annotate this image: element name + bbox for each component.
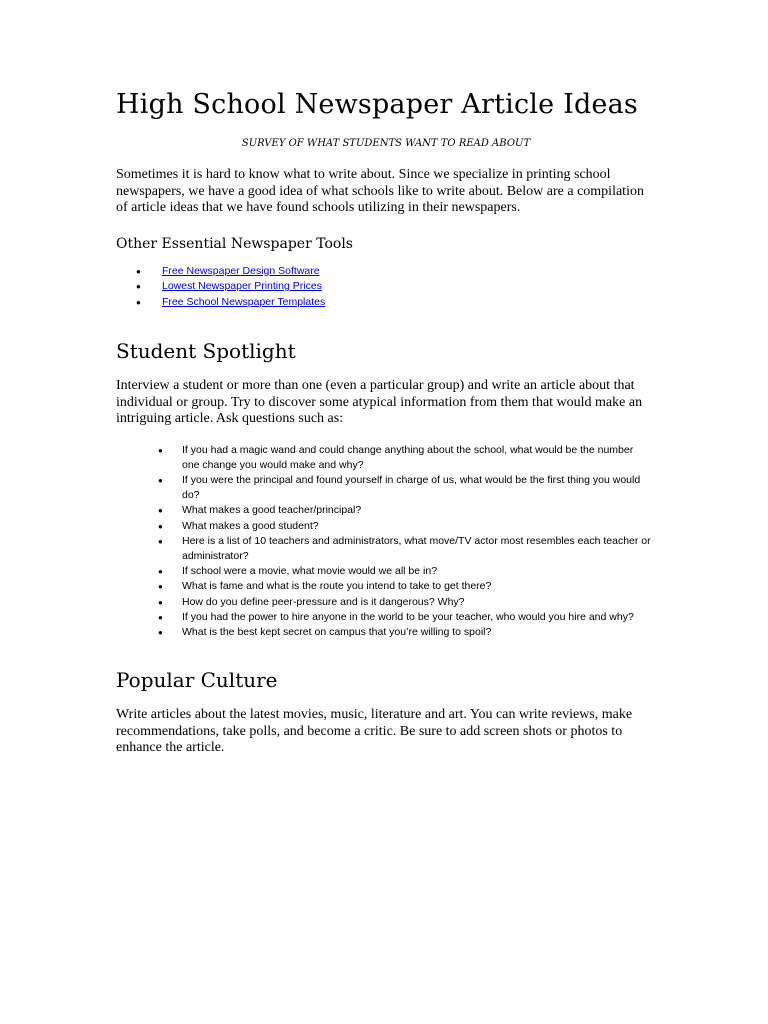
list-item — [158, 503, 652, 518]
question-text: What is fame and what is the route you intend to take to get there? — [182, 580, 492, 593]
bullet-icon: ● — [158, 612, 163, 622]
spotlight-question-list — [116, 443, 652, 641]
bullet-icon: ● — [158, 506, 163, 516]
document-title: High School Newspaper Article Ideas — [116, 89, 638, 120]
bullet-icon: ● — [136, 266, 141, 276]
list-item — [158, 579, 652, 594]
question-text: Here is a list of 10 teachers and administrators, what move/TV actor most resembles each teacher or administrator? — [182, 534, 651, 562]
bullet-icon: ● — [158, 445, 163, 455]
bullet-icon: ● — [158, 627, 163, 637]
list-item — [158, 564, 652, 579]
question-text: What makes a good teacher/principal? — [182, 504, 362, 517]
document-page — [116, 88, 656, 757]
question-text: If you were the principal and found yourself in charge of us, what would be the first thing you would do? — [182, 473, 641, 502]
question-text: If school were a movie, what movie would we all be in? — [182, 565, 438, 578]
free-templates-link[interactable]: Free School Newspaper Templates — [162, 295, 326, 308]
tools-link-list — [116, 264, 656, 311]
question-text: How do you define peer-pressure and is it dangerous? Why? — [182, 595, 465, 608]
bullet-icon: ● — [158, 582, 163, 592]
lowest-printing-prices-link[interactable]: Lowest Newspaper Printing Prices — [162, 280, 322, 292]
list-item — [158, 534, 652, 564]
bullet-icon: ● — [158, 536, 163, 546]
question-text: If you had a magic wand and could change anything about the school, what would be the number one change you would make and why? — [182, 443, 634, 471]
document-subtitle: SURVEY OF WHAT STUDENTS WANT TO READ ABOUT — [241, 138, 531, 149]
bullet-icon: ● — [136, 297, 141, 307]
bullet-icon: ● — [158, 475, 163, 485]
spotlight-paragraph: Interview a student or more than one (even a particular group) and write an article about that individual or group. Try to discover some atypical information from them that would make an intriguing article. Ask questions such as: — [116, 378, 643, 426]
intro-paragraph: Sometimes it is hard to know what to write about. Since we specialize in printing school newspapers, we have a good idea of what schools like to write about. Below are a compilation of article ideas that we have found schools utilizing in their newspapers. — [116, 167, 644, 215]
bullet-icon: ● — [158, 567, 163, 577]
tools-heading: Other Essential Newspaper Tools — [116, 235, 353, 252]
free-design-software-link[interactable]: Free Newspaper Design Software — [162, 264, 320, 277]
list-item — [136, 264, 656, 280]
list-item — [158, 443, 652, 473]
question-text: What is the best kept secret on campus that you’re willing to spoil? — [182, 625, 492, 638]
culture-paragraph: Write articles about the latest movies, music, literature and art. You can write reviews, make recommendations, take polls, and become a critic. Be sure to add screen shots or photos to enhance the article. — [116, 707, 633, 756]
list-item — [136, 295, 656, 311]
bullet-icon: ● — [136, 282, 141, 291]
bullet-icon: ● — [158, 597, 163, 607]
list-item — [158, 595, 652, 610]
list-item — [158, 473, 652, 503]
culture-heading: Popular Culture — [116, 668, 278, 693]
list-item — [158, 519, 652, 534]
list-item — [158, 625, 652, 640]
question-text: What makes a good student? — [182, 519, 319, 532]
question-text: If you had the power to hire anyone in the world to be your teacher, who would you hire and why? — [182, 610, 634, 623]
bullet-icon: ● — [158, 521, 163, 531]
spotlight-heading: Student Spotlight — [116, 339, 296, 363]
list-item — [158, 610, 652, 625]
list-item — [136, 279, 656, 295]
